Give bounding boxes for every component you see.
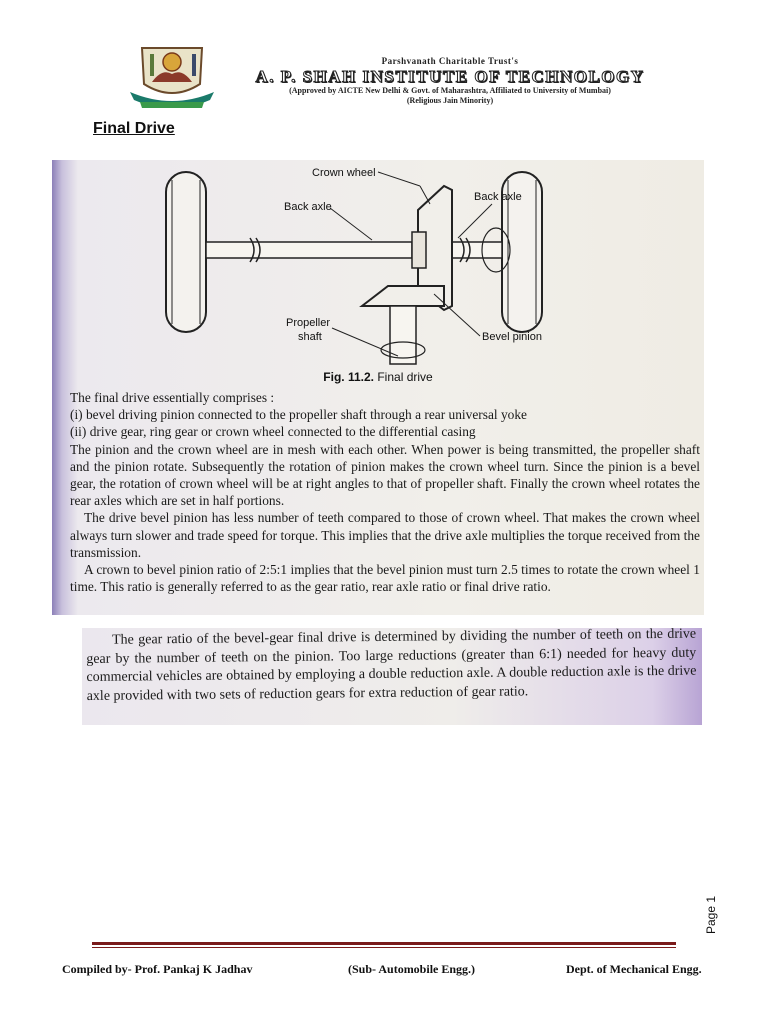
paragraph-item-2: (ii) drive gear, ring gear or crown wheel connected to the differential casing: [70, 424, 476, 440]
minority-line: (Religious Jain Minority): [406, 96, 494, 105]
label-back-axle-right: Back axle: [474, 191, 522, 203]
footer-department: Dept. of Mechanical Engg.: [566, 962, 702, 976]
institute-name: A. P. SHAH INSTITUTE OF TECHNOLOGY: [255, 67, 645, 86]
label-shaft: shaft: [298, 331, 322, 343]
label-back-axle-left: Back axle: [284, 201, 332, 213]
bevel-pinion-shape: [362, 286, 444, 306]
label-propeller: Propeller: [286, 317, 331, 329]
figure-number: Fig. 11.2.: [323, 370, 374, 384]
approval-line: (Approved by AICTE New Delhi & Govt. of Maharashtra, Affiliated to University of Mumbai): [289, 86, 611, 95]
institute-logo: [112, 44, 232, 112]
figure-title: Final drive: [377, 370, 433, 384]
paragraph-ratio: A crown to bevel pinion ratio of 2:5:1 implies that the bevel pinion must turn 2.5 times to rotate the crown wheel 1 time. This ratio is generally referred to as the gear ratio, rear axle ratio or final drive ratio.: [70, 562, 700, 595]
paragraph-mesh: The pinion and the crown wheel are in mesh with each other. When power is being transmitted, the propeller shaft and the pinion rotate. Subsequently the rotation of pinion makes the crown wheel turn. Since the pinion is a bevel gear, the rotation of crown wheel will be at right angles to that of propeller shaft. Finally the crown wheel rotates the rear axles which are set in half portions.: [70, 441, 700, 509]
scanned-figure-page: [52, 160, 704, 615]
scanned-gear-ratio-excerpt: [82, 628, 702, 725]
footer-rule: [92, 942, 676, 945]
back-axle-left: [206, 242, 412, 258]
footer-subject: (Sub- Automobile Engg.): [348, 962, 476, 976]
paragraph-item-1: (i) bevel driving pinion connected to the propeller shaft through a rear universal yoke: [70, 407, 527, 423]
figure-caption: [52, 370, 704, 384]
left-wheel: [166, 172, 206, 332]
paragraph-gear-ratio: The gear ratio of the bevel-gear final drive is determined by dividing the number of teeth on the drive gear by the number of teeth on the pinion. Too large reductions (greater than 6:1) needed for heavy duty commercial vehicles are obtained by employing a double reduction axle. A double reduction axle is the drive axle provided with two sets of reduction gears for extra reduction of gear ratio.: [86, 626, 697, 704]
page-number: Page 1: [704, 895, 718, 935]
paragraph-teeth: The drive bevel pinion has less number of teeth compared to those of crown wheel. That makes the crown wheel always turn slower and trade speed for torque. This implies that the drive axle multiplies the torque received from the transmission.: [70, 510, 700, 560]
label-bevel-pinion: Bevel pinion: [482, 331, 542, 343]
paragraph-intro: The final drive essentially comprises :: [70, 390, 275, 405]
footer-compiled-by: Compiled by- Prof. Pankaj K Jadhav: [62, 962, 253, 976]
trust-name: Parshvanath Charitable Trust's: [381, 56, 519, 66]
final-drive-diagram: [162, 160, 632, 375]
label-crown-wheel: Crown wheel: [312, 167, 376, 179]
page-title: Final Drive: [93, 120, 175, 137]
propeller-shaft-shape: [390, 306, 416, 364]
page-header: [0, 0, 768, 120]
footer-rule-thin: [92, 947, 676, 948]
scanned-body-text: [70, 389, 700, 595]
